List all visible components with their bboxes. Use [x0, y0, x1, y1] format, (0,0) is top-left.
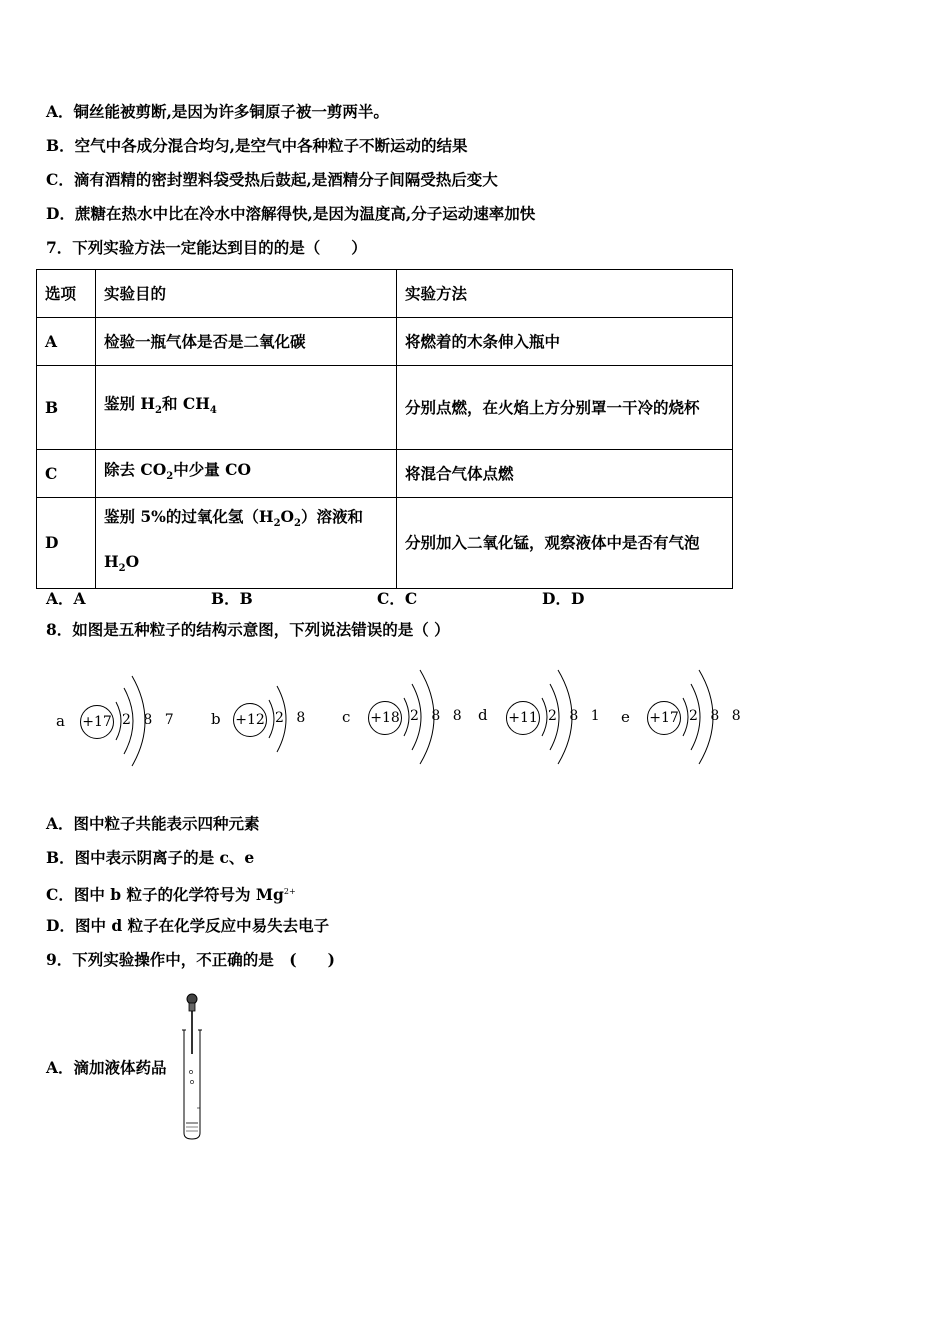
electron-shells: 2 8 1: [548, 708, 604, 724]
row-goal: 鉴别 5%的过氧化氢$(H_2O_2)$溶液和 $H_2O$: [96, 498, 397, 589]
q6-option-d: D．蔗糖在热水中比在冷水中溶解得快,是因为温度高,分子运动速率加快: [46, 204, 536, 223]
q7-answer-a: A．A: [46, 589, 86, 608]
nucleus: +11: [506, 701, 540, 735]
dropper-test-tube-icon: [176, 990, 210, 1142]
table-row: [37, 498, 733, 589]
row-method: 将混合气体点燃: [397, 450, 733, 498]
q7-answer-c: C．C: [377, 589, 418, 608]
particle-diagram-b: [207, 660, 317, 775]
nucleus: +12: [233, 703, 267, 737]
row-option: D: [37, 498, 96, 589]
particle-label: a: [56, 712, 65, 730]
q6-option-c: C．滴有酒精的密封塑料袋受热后鼓起,是酒精分子间隔受热后变大: [46, 170, 498, 189]
q7-table: [36, 269, 733, 589]
q8-option-c: C．图中 b 粒子的化学符号为 $Mg^{2+}$: [46, 885, 296, 905]
row-goal: 鉴别 $H_2$和 $CH_4$: [96, 366, 397, 450]
header-goal: 实验目的: [96, 270, 397, 318]
table-row: [37, 450, 733, 498]
header-option: 选项: [37, 270, 96, 318]
q6-option-a: A．铜丝能被剪断,是因为许多铜原子被一剪两半。: [46, 102, 389, 121]
table-row: [37, 318, 733, 366]
q8-option-b: B．图中表示阴离子的是 c、e: [46, 848, 255, 867]
shell-arcs-icon: [617, 660, 742, 775]
table-header-row: [37, 270, 733, 318]
q7-answer-d: D．D: [542, 589, 585, 608]
row-goal: 除去 $CO_2$中少量 CO: [96, 450, 397, 498]
particle-label: b: [211, 710, 221, 728]
q6-option-b: B．空气中各成分混合均匀,是空气中各种粒子不断运动的结果: [46, 136, 468, 155]
particle-diagram-c: [340, 660, 466, 775]
particle-diagram-e: [617, 660, 745, 775]
row-method: 分别加入二氧化锰，观察液体中是否有气泡: [397, 498, 733, 589]
q7-stem: 7．下列实验方法一定能达到目的的是（ ）: [46, 238, 367, 257]
row-option: B: [37, 366, 96, 450]
shell-arcs-icon: [52, 660, 172, 775]
q9-option-a: A．滴加液体药品: [46, 1058, 167, 1077]
particle-label: c: [342, 708, 351, 726]
shell-arcs-icon: [476, 660, 596, 775]
electron-shells: 2 8 8: [689, 708, 745, 724]
q8-option-a: A．图中粒子共能表示四种元素: [46, 814, 260, 833]
nucleus: +17: [80, 705, 114, 739]
particle-label: d: [478, 706, 488, 724]
shell-arcs-icon: [207, 660, 317, 775]
q8-option-d: D．图中 d 粒子在化学反应中易失去电子: [46, 916, 330, 935]
electron-shells: 2 8 8: [410, 708, 466, 724]
particle-diagram-a: [52, 660, 178, 775]
q8-stem: 8．如图是五种粒子的结构示意图，下列说法错误的是（ ）: [46, 620, 450, 639]
particle-label: e: [621, 708, 630, 726]
row-method: 分别点燃，在火焰上方分别罩一干冷的烧杯: [397, 366, 733, 450]
row-option: C: [37, 450, 96, 498]
shell-arcs-icon: [340, 660, 460, 775]
electron-shells: 2 8: [275, 710, 310, 726]
nucleus: +17: [647, 701, 681, 735]
row-goal: 检验一瓶气体是否是二氧化碳: [96, 318, 397, 366]
header-method: 实验方法: [397, 270, 733, 318]
q9-stem: 9．下列实验操作中，不正确的是 ( ): [46, 950, 335, 969]
q7-answer-b: B．B: [211, 589, 253, 608]
nucleus: +18: [368, 701, 402, 735]
row-method: 将燃着的木条伸入瓶中: [397, 318, 733, 366]
table-row: [37, 366, 733, 450]
particle-diagram-d: [476, 660, 604, 775]
row-option: A: [37, 318, 96, 366]
electron-shells: 2 8 7: [122, 712, 178, 728]
